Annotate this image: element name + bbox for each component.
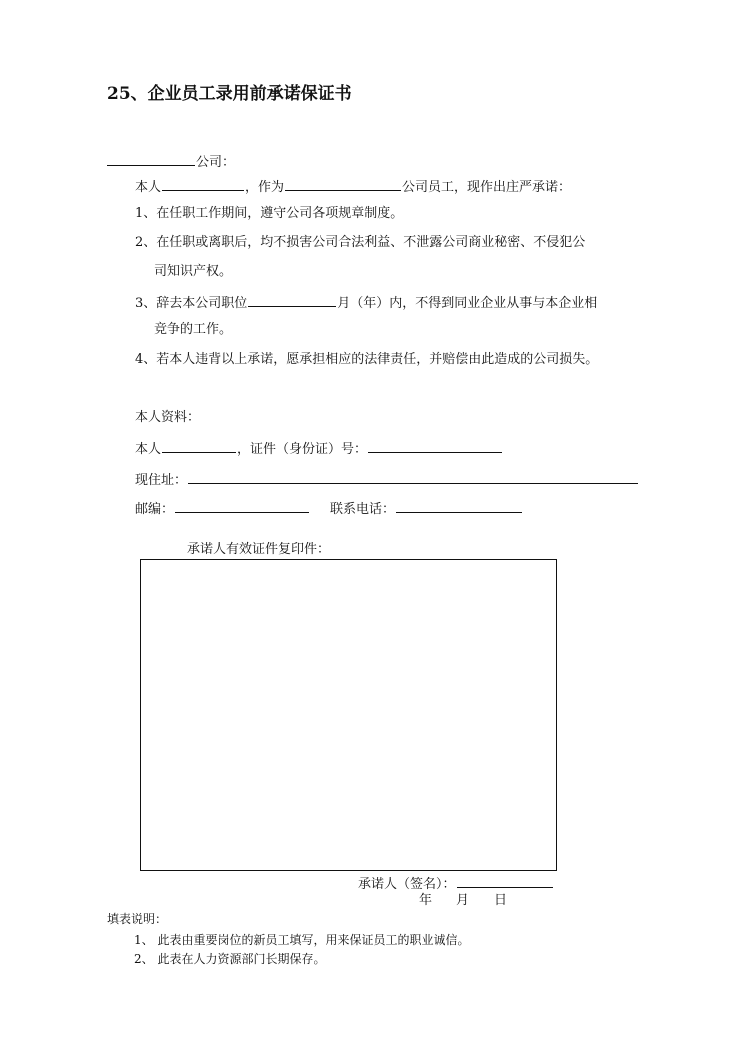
name-blank[interactable] [162,439,236,453]
intro-line [135,177,571,196]
intro-prefix: 本人 [135,180,162,195]
employee-name-blank[interactable] [162,177,244,191]
commitment-item-4: 4、若本人违背以上承诺，愿承担相应的法律责任，并赔偿由此造成的公司损失。 [135,352,599,367]
signature-blank[interactable] [457,874,553,888]
id-label: ，证件（身份证）号： [237,442,368,457]
commitment-item-2-cont: 司知识产权。 [154,264,233,279]
intro-suffix: 公司员工，现作出庄严承诺： [402,180,572,195]
item-3-suffix: 月（年）内，不得到同业企业从事与本企业相 [337,296,598,311]
address-line [135,470,639,489]
salutation [107,152,235,171]
postcode-blank[interactable] [175,499,309,513]
position-blank[interactable] [285,177,401,191]
name-label: 本人 [135,442,162,457]
commitment-item-3 [135,293,597,312]
commitment-item-3-cont: 竞争的工作。 [154,322,233,337]
commitment-item-2: 2、在任职或离职后，均不损害公司合法利益、不泄露公司商业秘密、不侵犯公 [135,235,586,250]
name-id-line [135,439,503,458]
address-label: 现住址： [135,473,188,488]
commitment-item-1: 1、在任职工作期间，遵守公司各项规章制度。 [135,206,404,221]
intro-mid: ，作为 [245,180,285,195]
phone-blank[interactable] [396,499,522,513]
phone-line [330,499,523,518]
note-1: 1、 此表由重要岗位的新员工填写，用来保证员工的职业诚信。 [134,933,470,947]
document-title: 25、企业员工录用前承诺保证书 [107,84,352,104]
signature-label: 承诺人（签名）： [358,877,456,892]
postcode-label: 邮编： [135,502,175,517]
personal-info-heading: 本人资料： [135,410,201,425]
item-3-prefix: 3、辞去本公司职位 [135,296,248,311]
postcode-line [135,499,310,518]
note-2: 2、 此表在人力资源部门长期保存。 [134,952,326,966]
date-year: 年 [419,893,433,908]
non-compete-period-blank[interactable] [248,293,336,307]
date-day: 日 [494,893,508,908]
company-name-blank[interactable] [107,152,195,166]
notes-heading: 填表说明： [107,912,168,926]
id-copy-label: 承诺人有效证件复印件： [187,542,331,557]
address-blank[interactable] [188,470,638,484]
phone-label: 联系电话： [330,502,396,517]
signature-line [358,874,554,893]
date-month: 月 [456,893,470,908]
id-number-blank[interactable] [368,439,502,453]
id-copy-box[interactable] [140,559,557,871]
company-suffix: 公司： [196,155,236,170]
